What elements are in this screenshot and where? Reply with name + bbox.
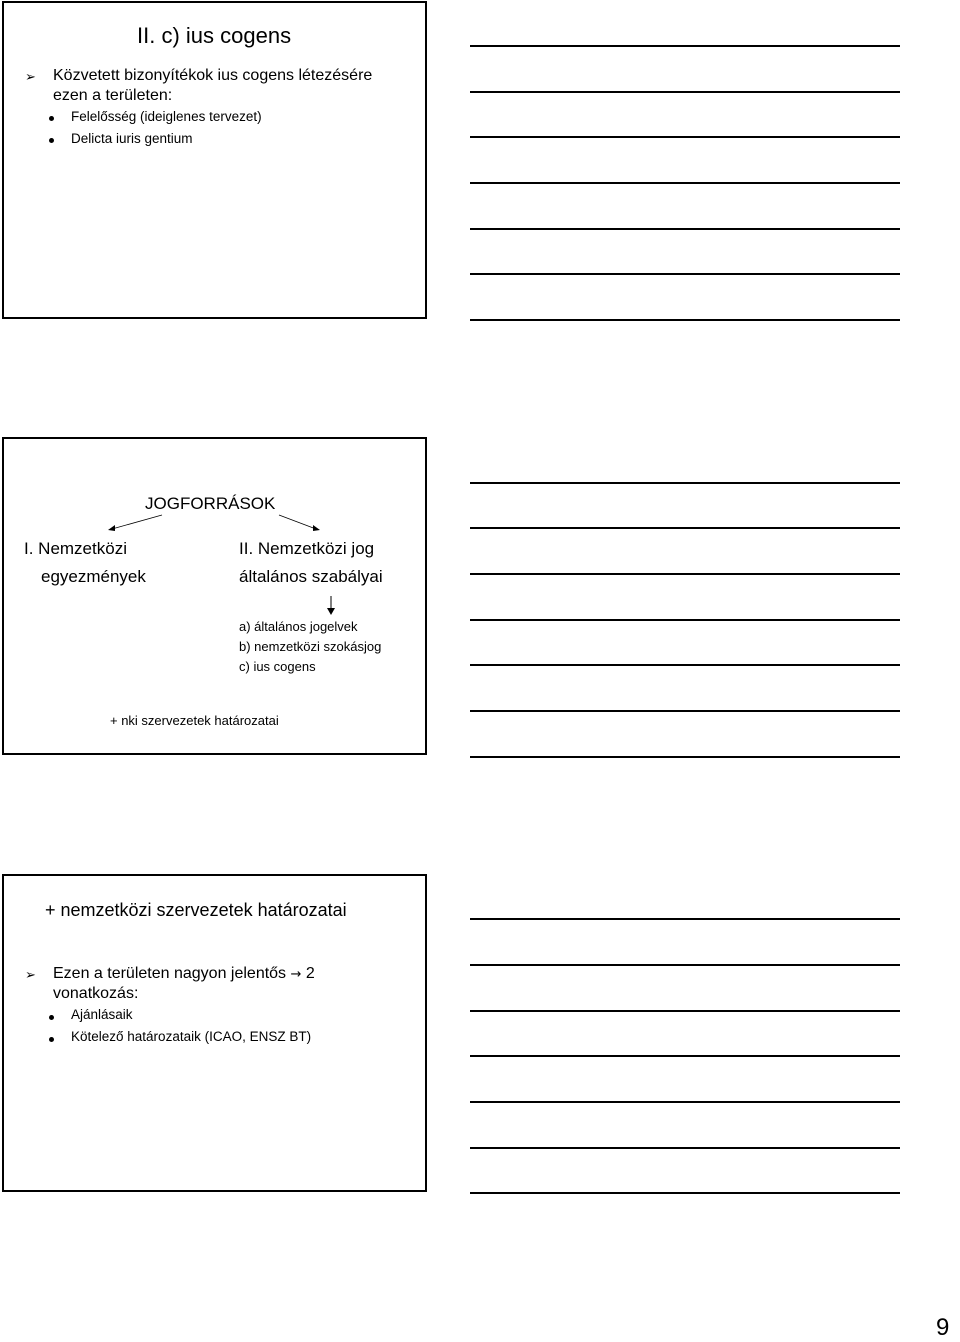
note-line: [470, 710, 900, 712]
slide-1-bullet-line1: Közvetett bizonyítékok ius cogens létezésére: [53, 67, 373, 84]
slide-2-title: JOGFORRÁSOK: [145, 494, 276, 513]
note-line: [470, 1010, 900, 1012]
slide-3-bullet-line2: vonatkozás:: [53, 985, 139, 1002]
note-line: [470, 964, 900, 966]
slide-2-left-line1: I. Nemzetközi: [24, 539, 127, 558]
note-line: [470, 319, 900, 321]
note-line: [470, 1147, 900, 1149]
slide-3-bullet-number: 2: [305, 965, 315, 982]
dot-bullet-icon: [49, 1015, 54, 1020]
slide-1-title: II. c) ius cogens: [137, 23, 292, 48]
slide-1-sub2: Delicta iuris gentium: [71, 131, 193, 146]
note-line: [470, 664, 900, 666]
note-line: [470, 527, 900, 529]
note-line: [470, 182, 900, 184]
slide-3-sub2: Kötelező határozataik (ICAO, ENSZ BT): [71, 1029, 312, 1044]
slide-2-footer: + nki szervezetek határozatai: [110, 713, 279, 728]
slide-3-bullet-line1: [53, 965, 315, 983]
down-arrow-icon: [324, 594, 338, 616]
arrowhead-bullet-icon: ➢: [25, 70, 36, 85]
note-line: [470, 918, 900, 920]
note-line: [470, 45, 900, 47]
right-arrow-icon: →: [290, 967, 302, 982]
note-line: [470, 228, 900, 230]
note-line: [470, 1192, 900, 1194]
note-line: [470, 619, 900, 621]
slide-2-left-line2: egyezmények: [41, 567, 146, 586]
slide-3-title: + nemzetközi szervezetek határozatai: [45, 900, 347, 920]
slide-1-sub1: Felelősség (ideiglenes tervezet): [71, 109, 262, 124]
note-line: [470, 136, 900, 138]
slide-2-right-line2: általános szabályai: [239, 567, 383, 586]
slide-3-bullet-text: Ezen a területen nagyon jelentős: [53, 965, 287, 982]
slide-3-sub1: Ajánlásaik: [71, 1007, 133, 1022]
list-item-b: b) nemzetközi szokásjog: [239, 639, 382, 654]
slide-3: [2, 874, 427, 1192]
dot-bullet-icon: [49, 116, 54, 121]
dot-bullet-icon: [49, 1037, 54, 1042]
dot-bullet-icon: [49, 138, 54, 143]
note-line: [470, 573, 900, 575]
slide-1: [2, 1, 427, 319]
note-line: [470, 1101, 900, 1103]
note-line: [470, 482, 900, 484]
note-line: [470, 1055, 900, 1057]
list-item-a: a) általános jogelvek: [239, 619, 358, 634]
slide-2: [2, 437, 427, 755]
slide-1-bullet-line2: ezen a területen:: [53, 87, 173, 104]
page-number: 9: [936, 1314, 950, 1341]
arrowhead-bullet-icon: ➢: [25, 968, 36, 983]
slide-2-right-line1: II. Nemzetközi jog: [239, 539, 375, 558]
note-line: [470, 756, 900, 758]
list-item-c: c) ius cogens: [239, 659, 316, 674]
note-line: [470, 273, 900, 275]
note-line: [470, 91, 900, 93]
